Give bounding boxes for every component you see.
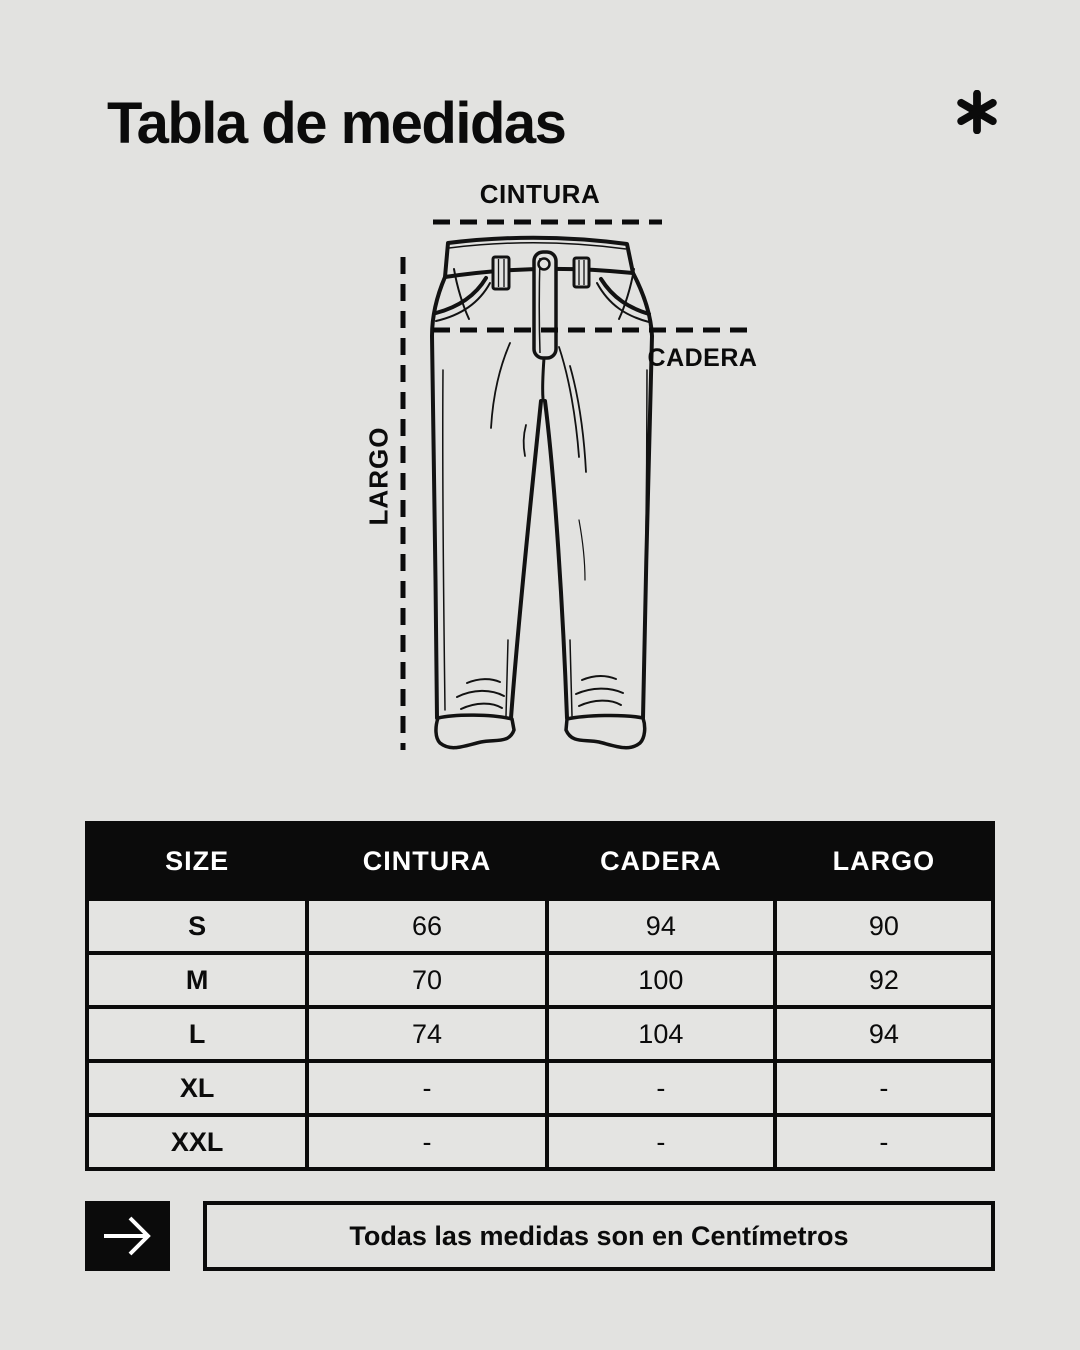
column-header-cadera: CADERA: [549, 825, 773, 897]
value-cell: -: [309, 1117, 545, 1167]
next-arrow-button[interactable]: [85, 1201, 170, 1271]
value-cell: 104: [549, 1009, 773, 1059]
column-header-size: SIZE: [89, 825, 305, 897]
size-cell: S: [89, 901, 305, 951]
table-header-row: [89, 825, 991, 897]
page-title: Tabla de medidas: [107, 91, 566, 156]
size-cell: M: [89, 955, 305, 1005]
value-cell: -: [549, 1117, 773, 1167]
units-note: [203, 1201, 995, 1271]
value-cell: 66: [309, 901, 545, 951]
value-cell: -: [549, 1063, 773, 1113]
value-cell: -: [777, 1117, 991, 1167]
value-cell: -: [777, 1063, 991, 1113]
table-row: [89, 955, 991, 1005]
value-cell: 94: [549, 901, 773, 951]
size-cell: XXL: [89, 1117, 305, 1167]
table-row: [89, 1063, 991, 1113]
units-note-text: Todas las medidas son en Centímetros: [349, 1220, 849, 1251]
value-cell: 94: [777, 1009, 991, 1059]
value-cell: 74: [309, 1009, 545, 1059]
pants-illustration: [360, 170, 800, 790]
value-cell: -: [309, 1063, 545, 1113]
value-cell: 100: [549, 955, 773, 1005]
hip-label: CADERA: [647, 344, 758, 372]
arrow-right-icon: [85, 1201, 170, 1271]
value-cell: 92: [777, 955, 991, 1005]
column-header-cintura: CINTURA: [309, 825, 545, 897]
length-label: LARGO: [363, 426, 394, 526]
size-cell: XL: [89, 1063, 305, 1113]
waist-label: CINTURA: [479, 179, 601, 209]
asterisk-icon: [955, 90, 999, 134]
table-row: [89, 1009, 991, 1059]
size-table: [85, 821, 995, 1171]
table-row: [89, 901, 991, 951]
value-cell: 90: [777, 901, 991, 951]
value-cell: 70: [309, 955, 545, 1005]
table-row: [89, 1117, 991, 1167]
size-cell: L: [89, 1009, 305, 1059]
column-header-largo: LARGO: [777, 825, 991, 897]
